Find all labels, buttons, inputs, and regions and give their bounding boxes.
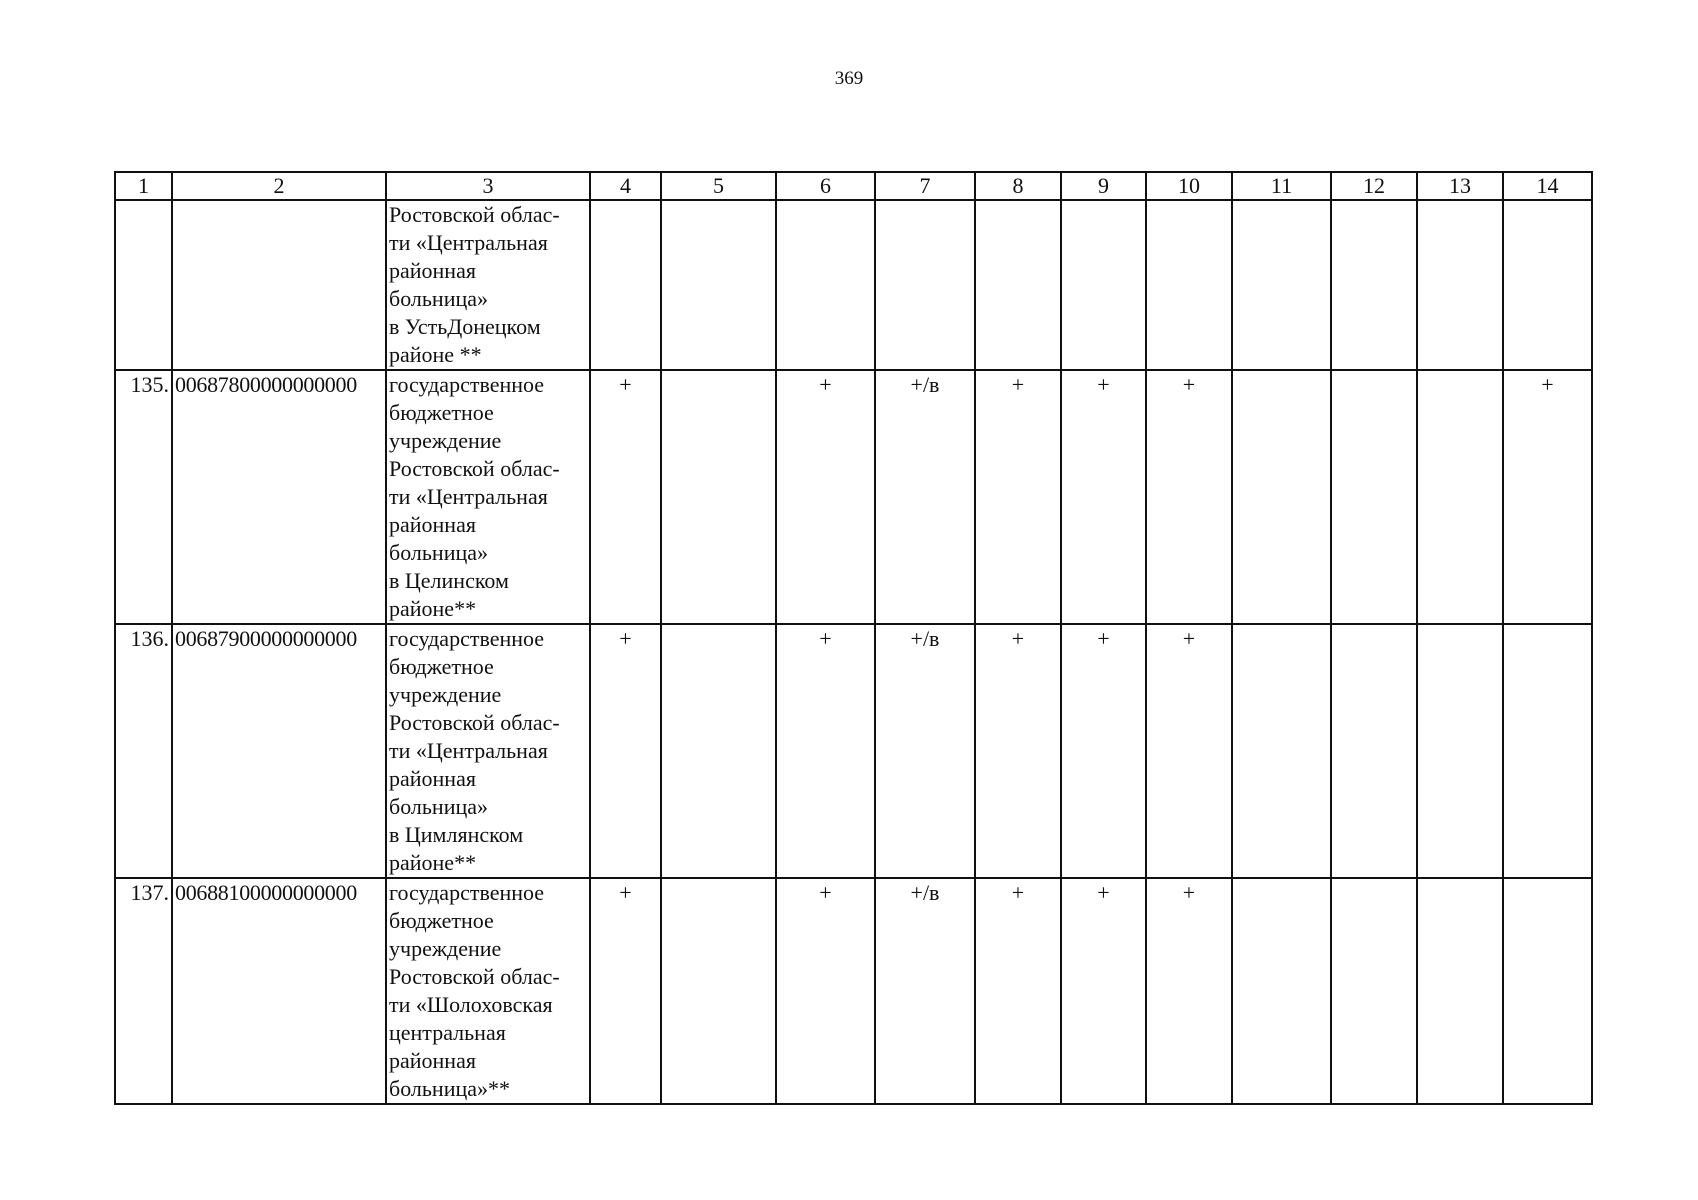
mark-cell-col-14 <box>1503 200 1592 370</box>
organization-name-line: больница» <box>389 286 488 311</box>
organization-name-line: ти «Центральная <box>389 230 548 255</box>
mark-cell-col-4: + <box>590 370 661 624</box>
organization-name-line: больница»** <box>389 1076 510 1101</box>
organization-name-line: Ростовской облас- <box>389 202 560 227</box>
organization-name-line: учреждение <box>389 428 502 453</box>
organization-name-line: государственное <box>389 372 545 397</box>
organization-name-line: районная <box>389 1048 476 1073</box>
table-row <box>115 878 1592 1104</box>
mark-cell-col-12 <box>1331 878 1417 1104</box>
organization-name <box>386 370 590 624</box>
mark-cell-col-12 <box>1331 624 1417 878</box>
mark-cell-col-7: +/в <box>875 370 975 624</box>
organization-name-line: ти «Шолоховская <box>389 992 553 1017</box>
organization-name-line: Ростовской облас- <box>389 456 560 481</box>
column-header: 7 <box>875 172 975 200</box>
column-header: 1 <box>115 172 172 200</box>
mark-cell-col-11 <box>1232 878 1331 1104</box>
mark-cell-col-8 <box>975 200 1061 370</box>
table-header <box>115 172 1592 200</box>
organization-name-line: районе ** <box>389 342 482 367</box>
mark-cell-col-9: + <box>1061 370 1146 624</box>
column-header: 11 <box>1232 172 1331 200</box>
mark-cell-col-5 <box>661 624 776 878</box>
mark-cell-col-5 <box>661 200 776 370</box>
mark-cell-col-11 <box>1232 370 1331 624</box>
organization-code: 00688100000000000 <box>172 878 386 1104</box>
organization-name <box>386 878 590 1104</box>
organization-code <box>172 200 386 370</box>
mark-cell-col-8: + <box>975 370 1061 624</box>
mark-cell-col-11 <box>1232 624 1331 878</box>
organization-code: 00687900000000000 <box>172 624 386 878</box>
table-row <box>115 370 1592 624</box>
row-number: 136. <box>115 624 172 878</box>
mark-cell-col-5 <box>661 370 776 624</box>
mark-cell-col-10: + <box>1146 624 1232 878</box>
mark-cell-col-9 <box>1061 200 1146 370</box>
mark-cell-col-10: + <box>1146 370 1232 624</box>
mark-cell-col-14 <box>1503 878 1592 1104</box>
organization-name-line: учреждение <box>389 936 502 961</box>
mark-cell-col-8: + <box>975 624 1061 878</box>
column-header: 10 <box>1146 172 1232 200</box>
mark-cell-col-10 <box>1146 200 1232 370</box>
mark-cell-col-7: +/в <box>875 878 975 1104</box>
column-header: 5 <box>661 172 776 200</box>
column-header: 8 <box>975 172 1061 200</box>
mark-cell-col-13 <box>1417 370 1503 624</box>
mark-cell-col-12 <box>1331 200 1417 370</box>
mark-cell-col-6: + <box>776 370 875 624</box>
organization-name <box>386 200 590 370</box>
mark-cell-col-8: + <box>975 878 1061 1104</box>
organization-name-line: государственное <box>389 880 545 905</box>
organization-name-line: больница» <box>389 794 488 819</box>
column-header: 6 <box>776 172 875 200</box>
registry-table <box>114 171 1593 1105</box>
organization-name-line: ти «Центральная <box>389 738 548 763</box>
mark-cell-col-11 <box>1232 200 1331 370</box>
page-number: 369 <box>834 68 864 89</box>
mark-cell-col-4 <box>590 200 661 370</box>
mark-cell-col-13 <box>1417 878 1503 1104</box>
mark-cell-col-10: + <box>1146 878 1232 1104</box>
column-header: 13 <box>1417 172 1503 200</box>
row-number: 135. <box>115 370 172 624</box>
mark-cell-col-9: + <box>1061 878 1146 1104</box>
mark-cell-col-6: + <box>776 624 875 878</box>
organization-name-line: бюджетное <box>389 908 494 933</box>
table-row <box>115 200 1592 370</box>
organization-name-line: государственное <box>389 626 545 651</box>
organization-name-line: Ростовской облас- <box>389 964 560 989</box>
mark-cell-col-7: +/в <box>875 624 975 878</box>
header-row <box>115 172 1592 200</box>
organization-name-line: бюджетное <box>389 654 494 679</box>
organization-name-line: в Целинском <box>389 568 509 593</box>
mark-cell-col-12 <box>1331 370 1417 624</box>
table-row <box>115 624 1592 878</box>
column-header: 12 <box>1331 172 1417 200</box>
mark-cell-col-4: + <box>590 878 661 1104</box>
organization-name-line: учреждение <box>389 682 502 707</box>
row-number <box>115 200 172 370</box>
organization-name-line: районная <box>389 258 476 283</box>
mark-cell-col-7 <box>875 200 975 370</box>
mark-cell-col-6: + <box>776 878 875 1104</box>
organization-name-line: бюджетное <box>389 400 494 425</box>
column-header: 14 <box>1503 172 1592 200</box>
organization-name-line: районная <box>389 512 476 537</box>
organization-name-line: районная <box>389 766 476 791</box>
organization-name-line: районе** <box>389 596 477 621</box>
organization-name-line: Ростовской облас- <box>389 710 560 735</box>
row-number: 137. <box>115 878 172 1104</box>
mark-cell-col-14 <box>1503 624 1592 878</box>
mark-cell-col-13 <box>1417 624 1503 878</box>
table-body <box>115 200 1592 1104</box>
mark-cell-col-9: + <box>1061 624 1146 878</box>
organization-name-line: районе** <box>389 850 477 875</box>
column-header: 3 <box>386 172 590 200</box>
column-header: 9 <box>1061 172 1146 200</box>
organization-name <box>386 624 590 878</box>
mark-cell-col-13 <box>1417 200 1503 370</box>
mark-cell-col-6 <box>776 200 875 370</box>
column-header: 4 <box>590 172 661 200</box>
organization-name-line: ти «Центральная <box>389 484 548 509</box>
organization-name-line: центральная <box>389 1020 506 1045</box>
organization-name-line: в УстьДонецком <box>389 314 541 339</box>
column-header: 2 <box>172 172 386 200</box>
organization-name-line: в Цимлянском <box>389 822 524 847</box>
organization-code: 00687800000000000 <box>172 370 386 624</box>
mark-cell-col-5 <box>661 878 776 1104</box>
mark-cell-col-14: + <box>1503 370 1592 624</box>
mark-cell-col-4: + <box>590 624 661 878</box>
organization-name-line: больница» <box>389 540 488 565</box>
